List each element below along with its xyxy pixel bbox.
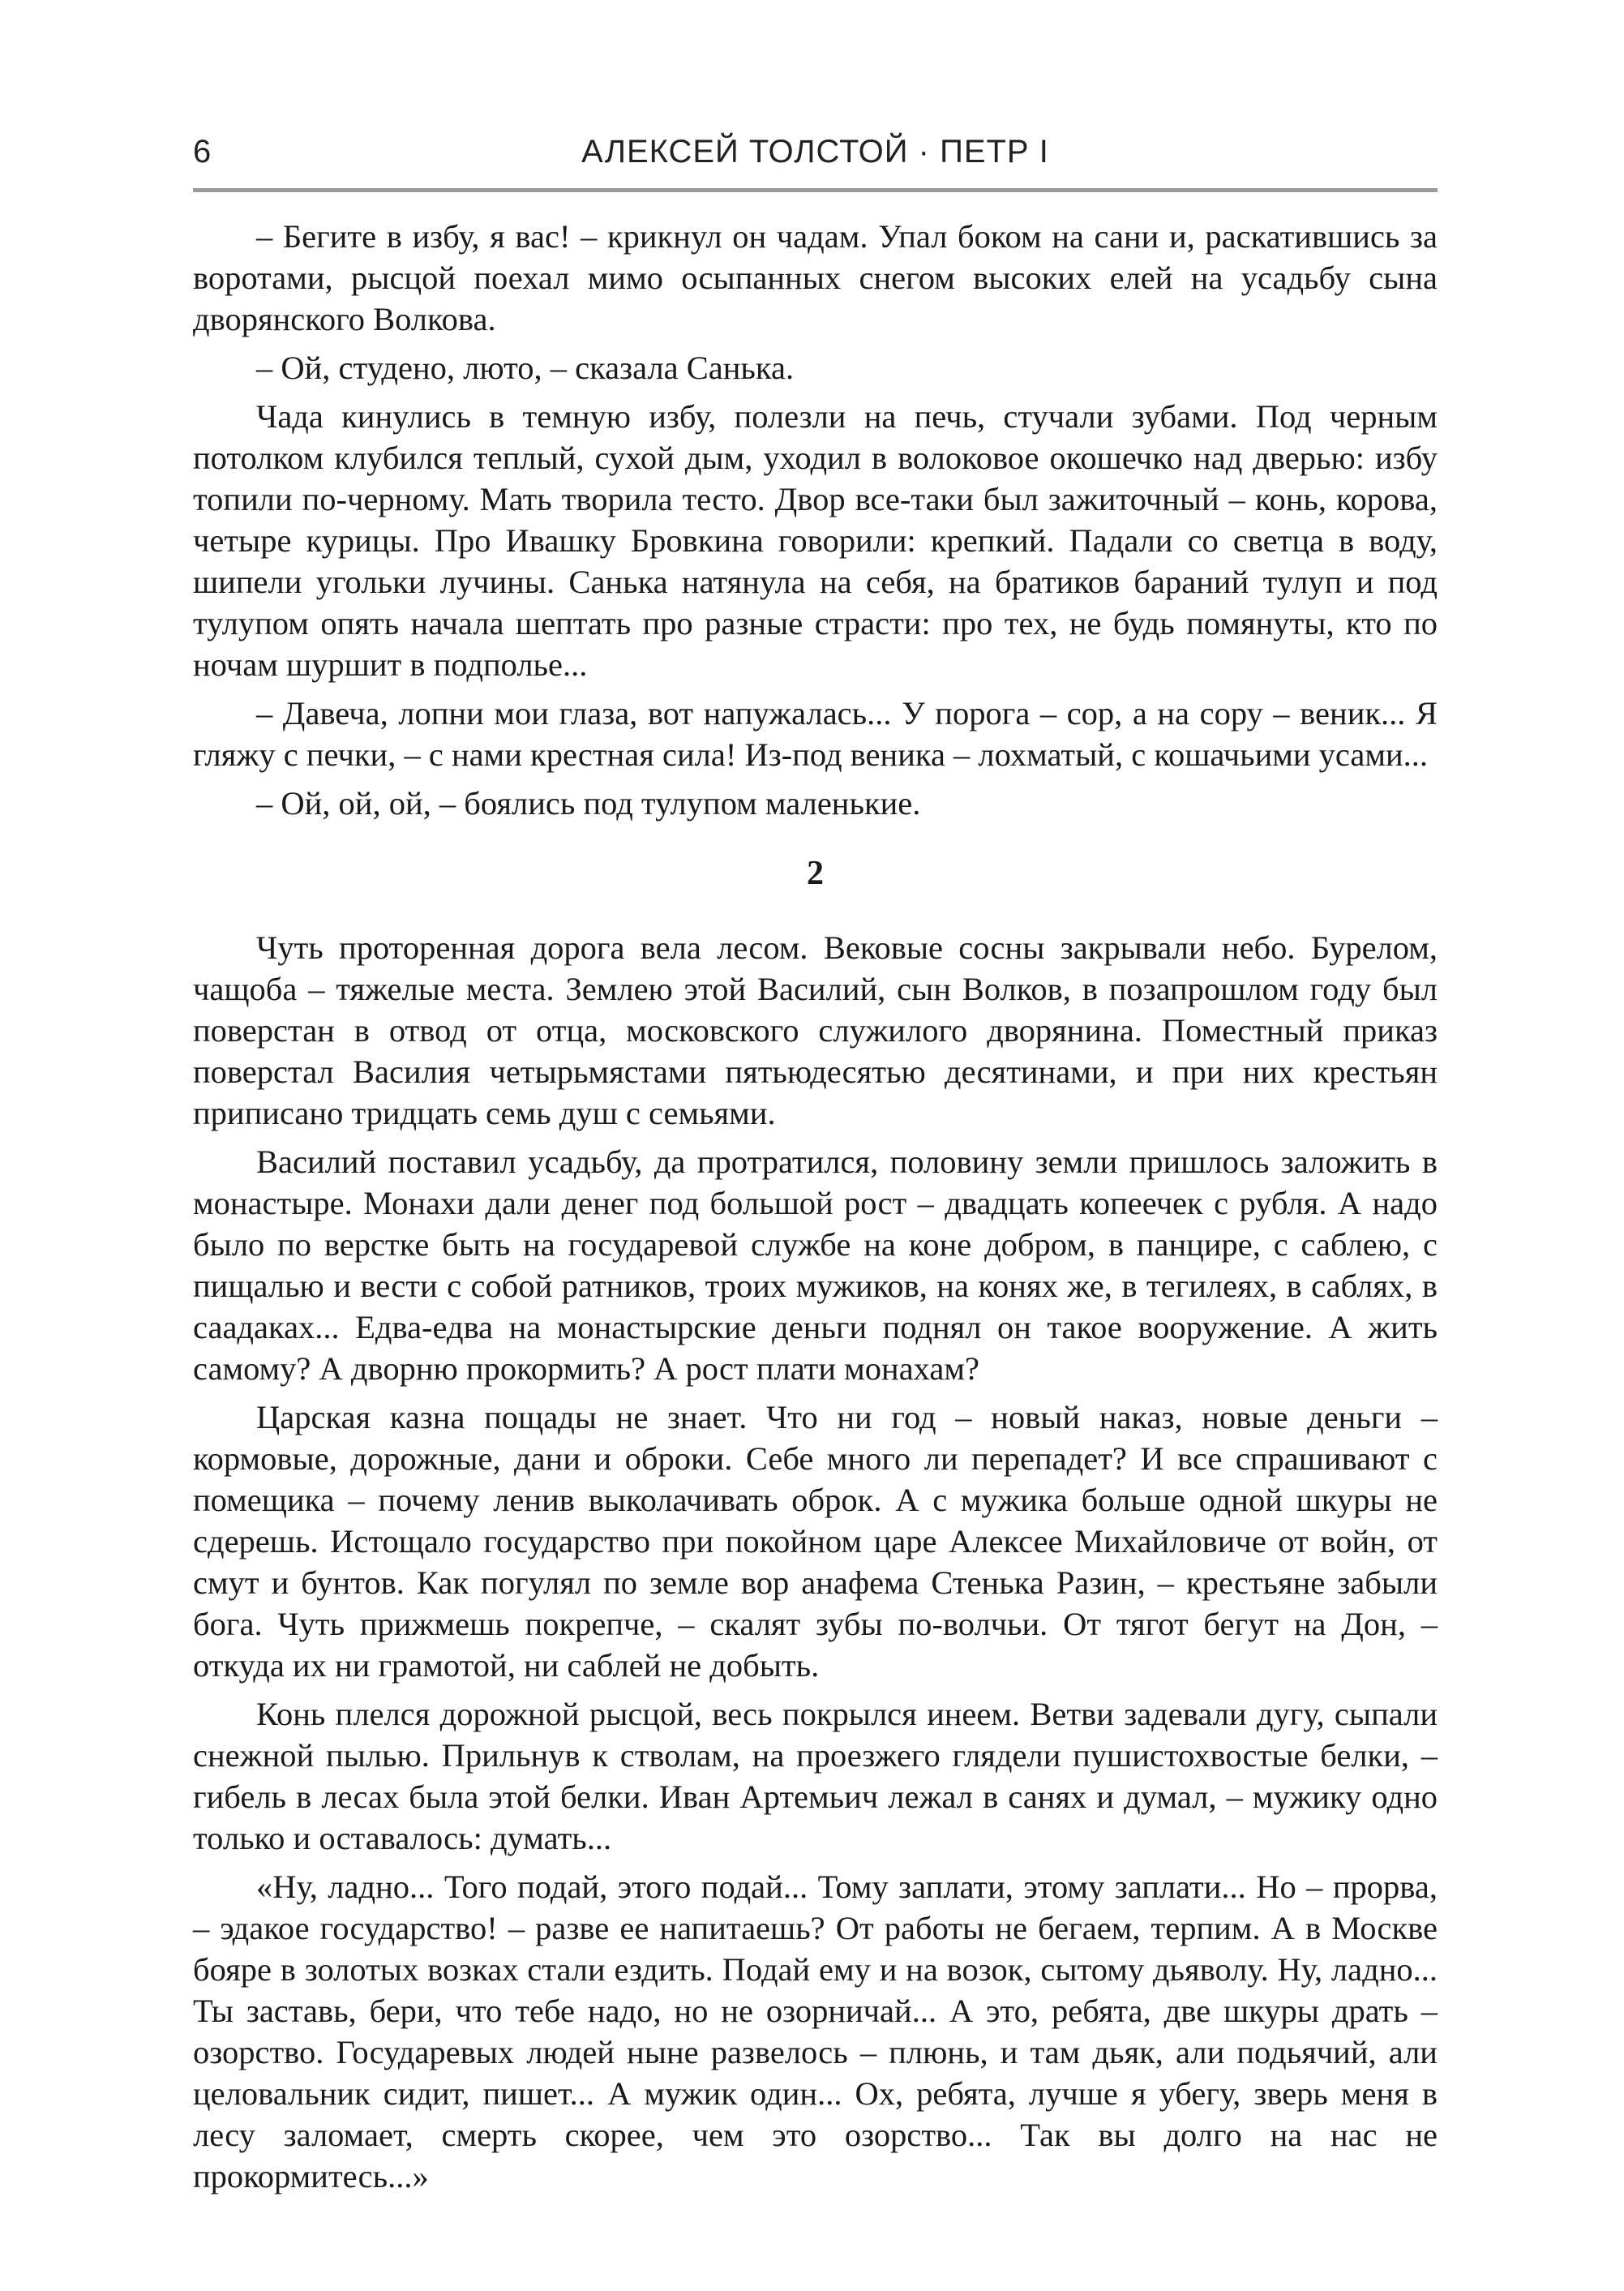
page-header — [193, 130, 1438, 192]
chapter-number: 2 — [807, 855, 824, 892]
body-text — [193, 216, 1438, 2204]
paragraph: – Давеча, лопни мои глаза, вот напужалась... У порога – сор, а на сору – веник... Я гляжу с печки, – с нами крестная сила! Из-под веника – лохматый, с кошачьими усами... — [193, 695, 1438, 773]
paragraph: – Ой, ой, ой, – боялись под тулупом маленькие. — [256, 785, 921, 822]
running-head: АЛЕКСЕЙ ТОЛСТОЙ · ПЕТР I — [581, 134, 1049, 169]
paragraph: Царская казна пощады не знает. Что ни год – новый наказ, новые деньги – кормовые, дорожные, дани и оброки. Себе много ли перепадет? И все спрашивают с помещика – почему ленив выколачивать оброк. А с мужика больше одной шкуры не сдерешь. Истощало государство при покойном царе Алексее Михайловиче от войн, от смут и бунтов. Как погулял по земле вор анафема Стенька Разин, – крестьяне забыли бога. Чуть прижмешь покрепче, – скалят зубы по-волчьи. От тягот бегут на Дон, – откуда их ни грамотой, ни саблей не добыть. — [193, 1399, 1438, 1684]
paragraph: Чада кинулись в темную избу, полезли на печь, стучали зубами. Под черным потолком клубился теплый, сухой дым, уходил в волоковое окошечко над дверью: избу топили по-черному. Мать творила тесто. Двор все-таки был зажиточный – конь, корова, четыре курицы. Про Ивашку Бровкина говорили: крепкий. Падали со светца в воду, шипели угольки лучины. Санька натянула на себя, на братиков бараний тулуп и под тулупом опять начала шептать про разные страсти: про тех, не будь помянуты, кто по ночам шуршит в подполье... — [193, 398, 1438, 683]
paragraph: Василий поставил усадьбу, да протратился, половину земли пришлось заложить в монастыре. Монахи дали денег под большой рост – двадцать копеечек с рубля. А надо было по верстке быть на государевой службе на коне добром, в панцире, с саблею, с пищалью и вести с собой ратников, троих мужиков, на конях же, в тегилеях, в саблях, в саадаках... Едва-едва на монастырские деньги поднял он такое вооружение. А жить самому? А дворню прокормить? А рост плати монахам? — [193, 1143, 1438, 1387]
paragraph: «Ну, ладно... Того подай, этого подай... Тому заплати, этому заплати... Но – прорва, – эдакое государство! – разве ее напитаешь? От работы не бегаем, терпим. А в Москве бояре в золотых возках стали ездить. Подай ему и на возок, сытому дьяволу. Ну, ладно... Ты заставь, бери, что тебе надо, но не озорничай... А это, ребята, две шкуры драть – озорство. Государевых людей ныне развелось – плюнь, и там дьяк, али подьячий, али целовальник сидит, пишет... А мужик один... Ох, ребята, лучше я убегу, зверь меня в лесу заломает, смерть скорее, чем это озорство... Так вы долго на нас не прокормитесь...» — [193, 1868, 1438, 2194]
page-number: 6 — [193, 134, 212, 169]
paragraph: Чуть проторенная дорога вела лесом. Вековые сосны закрывали небо. Бурелом, чащоба – тяжелые места. Землею этой Василий, сын Волков, в позапрошлом году был поверстан в отвод от отца, московского служилого дворянина. Поместный приказ поверстал Василия четырьмястами пятьюдесятью десятинами, и при них крестьян приписано тридцать семь душ с семьями. — [193, 929, 1438, 1131]
paragraph: Конь плелся дорожной рысцой, весь покрылся инеем. Ветви задевали дугу, сыпали снежной пылью. Прильнув к стволам, на проезжего глядели пушистохвостые белки, – гибель в лесах была этой белки. Иван Артемьич лежал в санях и думал, – мужику одно только и оставалось: думать... — [193, 1696, 1438, 1856]
paragraph: – Бегите в избу, я вас! – крикнул он чадам. Упал боком на сани и, раскатившись за воротами, рысцой поехал мимо осыпанных снегом высоких елей на усадьбу сына дворянского Волкова. — [193, 218, 1438, 337]
paragraph: – Ой, студено, люто, – сказала Санька. — [256, 350, 795, 386]
